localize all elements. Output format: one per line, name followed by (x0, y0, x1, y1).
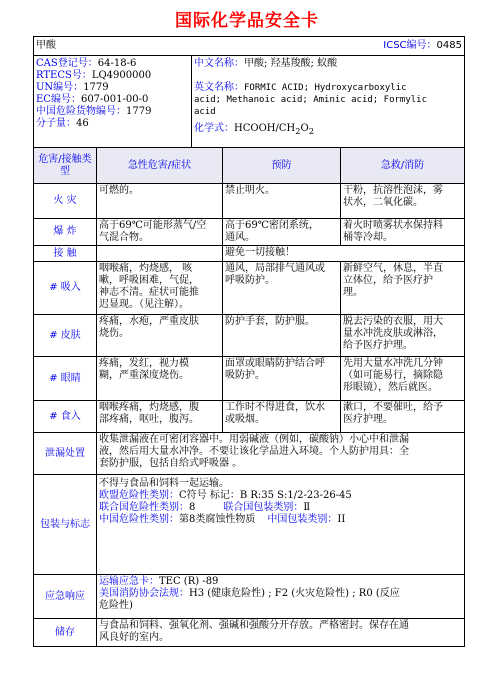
row-type-ingestion: # 食入 (49, 410, 81, 422)
nfpa-value: H3 (健康危险性) ; F2 (火灾危险性) ; R0 (反应 (189, 588, 400, 599)
table-row (34, 261, 464, 314)
packaging-text (96, 475, 464, 574)
hazard-cell: 高于69℃可能形蒸气/空 气混合物。 (96, 219, 222, 245)
table-row (34, 314, 464, 356)
emergency-row (34, 574, 464, 618)
firstaid-cell: 脱去污染的衣服，用大 量水冲洗皮肤或淋浴， 给予医疗护理。 (340, 315, 464, 356)
safety-card (33, 36, 465, 647)
cn-class-label: 中国危险性类别： (99, 514, 179, 525)
firstaid-cell: 新鲜空气，休息，半直 立体位，给予医疗护 理。 (340, 262, 464, 314)
cn-code-value: 1779 (126, 106, 152, 117)
cas-label: CAS登记号： (36, 58, 98, 69)
spill-label: 泄漏处置 (45, 447, 85, 459)
hazard-cell: 疼痛，发红，视力模 糊，严重深度烧伤。 (96, 357, 222, 400)
packaging-line-1: 不得与食品和饲料一起运输。 (99, 478, 229, 489)
storage-label: 储存 (55, 626, 75, 638)
spill-text: 收集泄漏液在可密闭容器中。用弱碱液（例如，碳酸钠）小心中和泄漏 液，然后用大量水冲净。不要让该化学品进入环境。个人防护用具：全 套防护服，包括自给式呼吸器 。 (96, 433, 464, 474)
prevention-cell: 避免一切接触！ (222, 246, 464, 261)
table-row (34, 245, 464, 261)
ec-value: 607-001-00-0 (80, 94, 149, 105)
hazard-cell: 咽喉疼痛，灼烧感，腹 部疼痛，呕吐，腹泻。 (96, 401, 222, 432)
packaging-row (34, 474, 464, 574)
emergency-label: 应急响应 (45, 590, 85, 602)
hazard-header-row (34, 147, 464, 183)
row-type-skin: # 皮肤 (49, 329, 81, 341)
prevention-cell: 防护手套，防护服。 (222, 315, 340, 356)
cn-name-label: 中文名称： (194, 58, 244, 69)
hazard-cell: 可燃的。 (96, 184, 222, 218)
un-class-value: 8 (189, 502, 196, 513)
formula-label: 化学式： (194, 123, 234, 134)
packaging-label: 包装与标志 (40, 518, 90, 530)
emergency-text (96, 575, 464, 618)
rtecs-value: LQ4900000 (91, 70, 152, 81)
un-value: 1779 (83, 82, 109, 93)
nfpa-value-2: 危险性) (99, 600, 133, 611)
tec-label: 运输应急卡： (99, 576, 159, 587)
firstaid-cell: 着火时喷雾状水保持料 桶等冷却。 (340, 219, 464, 245)
mw-label: 分子量： (36, 118, 76, 129)
names-block (191, 56, 464, 147)
formula-value: HCOOH/CH (234, 123, 296, 134)
eu-class-value: C符号 标记：B R:35 S:1/2-23-26-45 (179, 490, 352, 501)
hazard-cell: 疼痛，水疱，严重皮肤 烧伤。 (96, 315, 222, 356)
icsc-value: 0485 (436, 40, 462, 51)
formula (194, 123, 462, 137)
un-class-label: 联合国危险性类别： (99, 502, 189, 513)
name-row (34, 37, 464, 55)
prevention-cell: 面罩或眼睛防护结合呼 吸防护。 (222, 357, 340, 400)
card-title: 国际化学品安全卡 (175, 11, 319, 31)
un-pkg-value: Ⅱ (303, 502, 311, 513)
header-hazard: 急性危害/症状 (96, 148, 222, 183)
chemical-name: 甲酸 (36, 40, 56, 51)
firstaid-cell: 漱口，不要催吐，给予 医疗护理。 (340, 401, 464, 432)
row-type-contact: 接 触 (53, 247, 77, 259)
spill-row (34, 432, 464, 474)
formula-sub-2: 2 (308, 126, 315, 136)
row-type-eyes: # 眼睛 (49, 372, 81, 384)
table-row (34, 400, 464, 432)
cas-value: 64-18-6 (97, 58, 137, 69)
row-type-explosion: 爆 炸 (53, 226, 77, 237)
table-row (34, 218, 464, 245)
cn-pkg-value: II (337, 514, 346, 525)
header-type: 危害/接触类型 (38, 153, 92, 177)
firstaid-cell: 干粉，抗溶性泡沫，雾 状水，二氧化碳。 (340, 184, 464, 218)
en-name-value-3: acid (194, 107, 216, 117)
un-pkg-label: 联合国包装类别： (223, 502, 304, 513)
formula-sub-1: 2 (295, 126, 301, 136)
prevention-cell: 工作时不得进食，饮水 或吸烟。 (222, 401, 340, 432)
header-prevention: 预防 (222, 148, 340, 183)
prevention-cell: 通风，局部排气通风或 呼吸防护。 (222, 262, 340, 314)
id-block (34, 56, 191, 147)
rtecs-label: RTECS号： (36, 70, 92, 81)
en-name-value-1: FORMIC ACID; Hydroxycarboxylic (244, 83, 407, 93)
en-name-label: 英文名称： (194, 82, 244, 93)
tec-value: TEC (R) -89 (159, 576, 219, 587)
firstaid-cell: 先用大量水冲洗几分钟 （如可能易行，摘除隐 形眼镜），然后就医。 (340, 357, 464, 400)
header-firstaid: 急救/消防 (340, 148, 464, 183)
row-type-fire: 火 灾 (53, 195, 77, 206)
prevention-cell: 高于69℃密闭系统， 通风。 (222, 219, 340, 245)
en-name-value-2: acid; Methanoic acid; Aminic acid; Formylic (194, 95, 427, 105)
hazard-cell (96, 246, 222, 261)
row-type-inhalation: # 吸入 (49, 282, 81, 293)
hazard-cell: 咽喉痛，灼烧感， 咳 嗽，呼吸困难，气促， 神志不清。症状可能推 迟显现。（见注解）。 (96, 262, 222, 314)
un-label: UN编号： (36, 82, 84, 93)
cn-class-value: 第8类腐蚀性物质 (179, 514, 256, 525)
prevention-cell: 禁止明火。 (222, 184, 340, 218)
eu-class-label: 欧盟危险性类别： (99, 490, 179, 501)
storage-row (34, 618, 464, 646)
mw-value: 46 (76, 118, 89, 129)
table-row (34, 356, 464, 400)
storage-text: 与食品和饲料、强氧化剂、强碱和强酸分开存放。严格密封。保存在通 风良好的室内。 (96, 619, 464, 646)
ec-label: EC编号： (36, 94, 81, 105)
icsc-label: ICSC编号： (383, 40, 437, 51)
identifiers-row (34, 55, 464, 147)
cn-code-label: 中国危险货物编号： (36, 106, 126, 117)
formula-o: O (300, 123, 309, 134)
cn-pkg-label: 中国包装类别： (267, 514, 338, 525)
nfpa-label: 美国消防协会法规： (99, 588, 189, 599)
icsc-number (381, 37, 464, 55)
table-row (34, 183, 464, 218)
cn-name-value: 甲酸; 羟基羧酸; 蚁酸 (244, 58, 338, 69)
